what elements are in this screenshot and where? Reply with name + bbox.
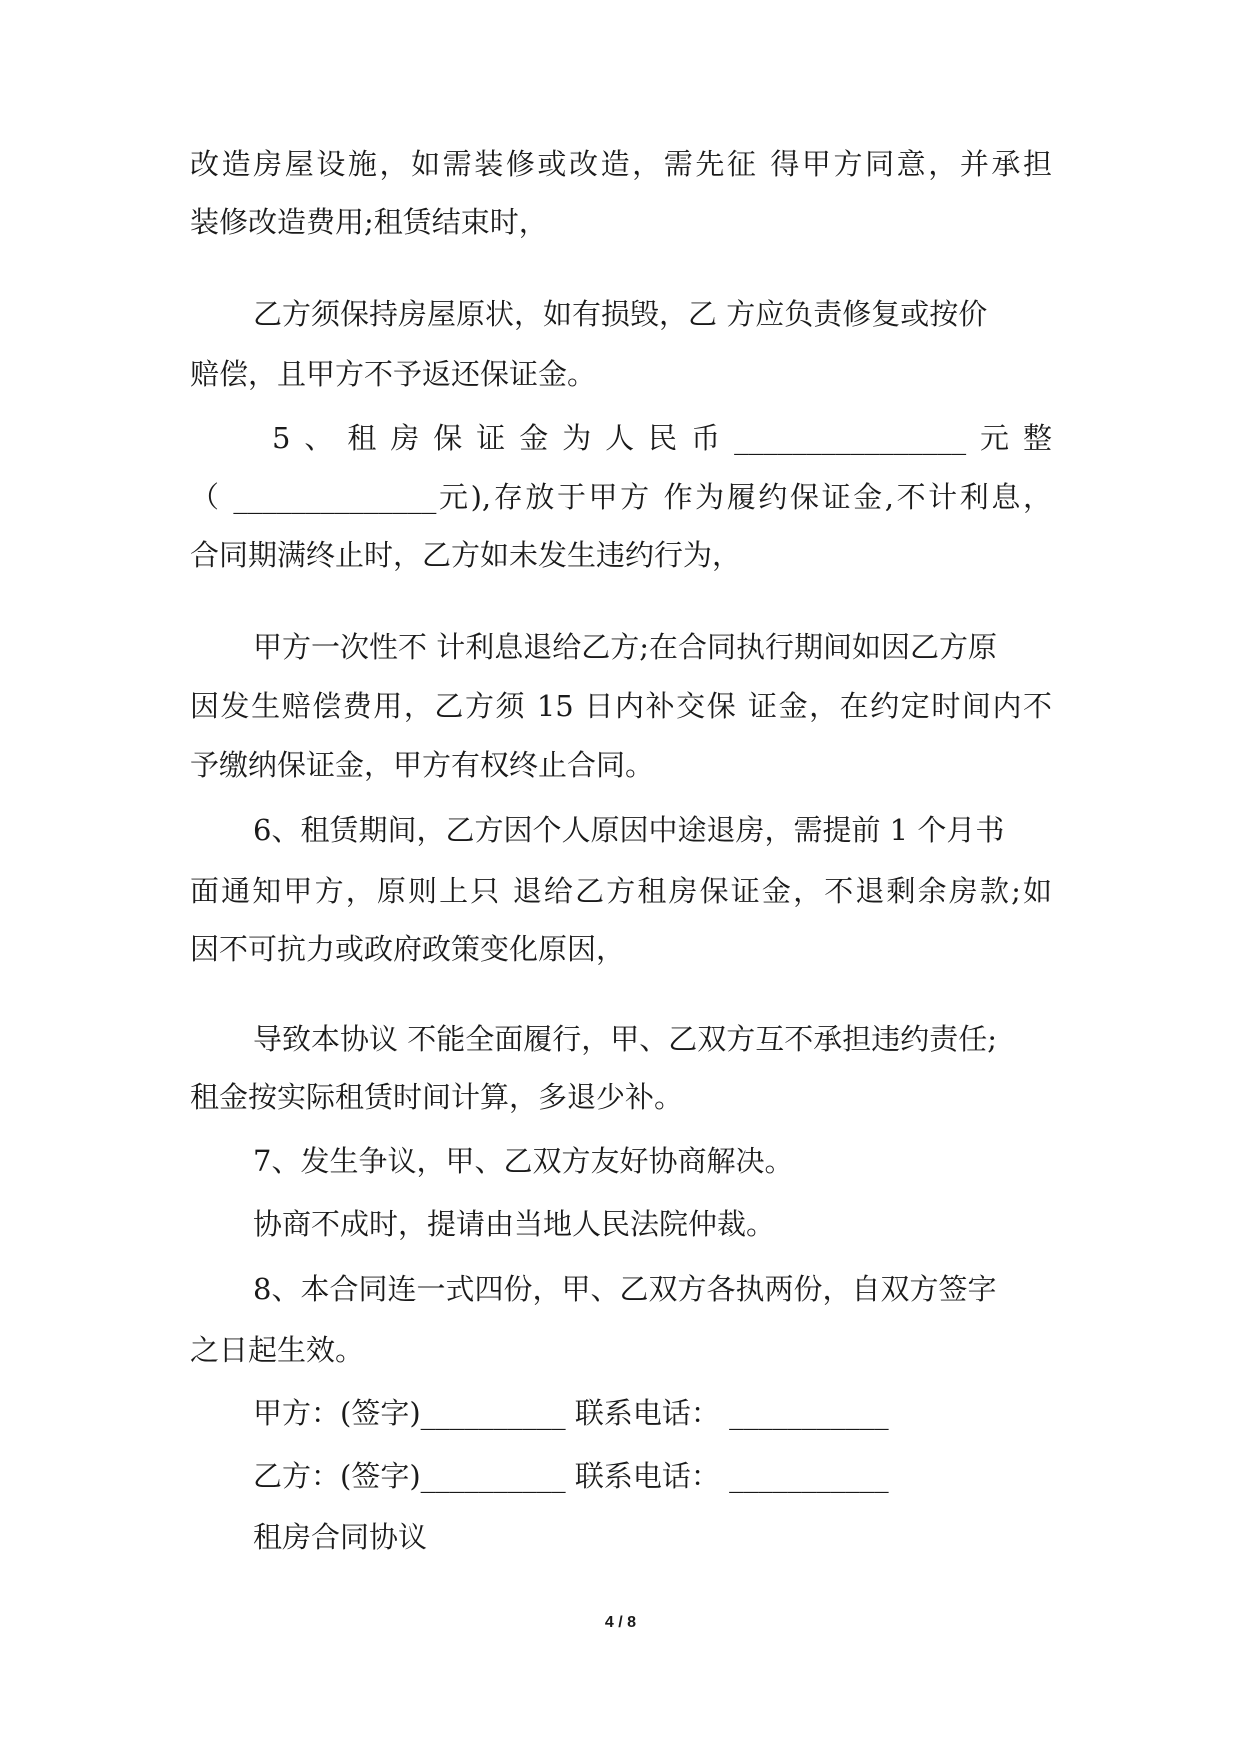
paragraph-line: 导致本协议 不能全面履行，甲、乙双方互不承担违约责任; [253, 1022, 997, 1056]
paragraph-line: 装修改造费用;租赁结束时， [190, 205, 548, 239]
paragraph-line: 6、租赁期间，乙方因个人原因中途退房，需提前 1 个月书 [253, 813, 1005, 847]
paragraph-line: 面通知甲方，原则上只 退给乙方租房保证金，不退剩余房款;如 [190, 874, 1052, 908]
paragraph-line: 赔偿，且甲方不予返还保证金。 [190, 357, 597, 391]
paragraph-line: 合同期满终止时，乙方如未发生违约行为， [190, 538, 742, 572]
signature-line-party-b: 乙方：(签字)__________ 联系电话： ___________ [253, 1459, 889, 1493]
paragraph-line: 协商不成时，提请由当地人民法院仲裁。 [253, 1207, 776, 1241]
paragraph-line: 因不可抗力或政府政策变化原因， [190, 932, 626, 966]
signature-line-party-a: 甲方：(签字)__________ 联系电话： ___________ [253, 1396, 889, 1430]
page-number: 4 / 8 [604, 1614, 637, 1631]
paragraph-line: 乙方须保持房屋原状，如有损毁，乙 方应负责修复或按价 [253, 297, 988, 331]
paragraph-line: 租金按实际租赁时间计算，多退少补。 [190, 1080, 684, 1114]
paragraph-line: 予缴纳保证金，甲方有权终止合同。 [190, 748, 655, 782]
paragraph-line: （ ______________元),存放于甲方 作为履约保证金,不计利息， [190, 480, 1052, 514]
paragraph-line: 之日起生效。 [190, 1333, 365, 1367]
section-heading: 租房合同协议 [253, 1520, 428, 1554]
paragraph-line: 5、租房保证金为人民币________________元整 [272, 421, 1052, 455]
paragraph-line: 甲方一次性不 计利息退给乙方;在合同执行期间如因乙方原 [253, 630, 997, 664]
paragraph-line: 因发生赔偿费用，乙方须 15 日内补交保 证金，在约定时间内不 [190, 689, 1052, 723]
paragraph-line: 8、本合同连一式四份，甲、乙双方各执两份，自双方签字 [253, 1272, 997, 1306]
paragraph-line: 7、发生争议，甲、乙双方友好协商解决。 [253, 1144, 794, 1178]
paragraph-line: 改造房屋设施，如需装修或改造，需先征 得甲方同意，并承担 [190, 147, 1052, 181]
